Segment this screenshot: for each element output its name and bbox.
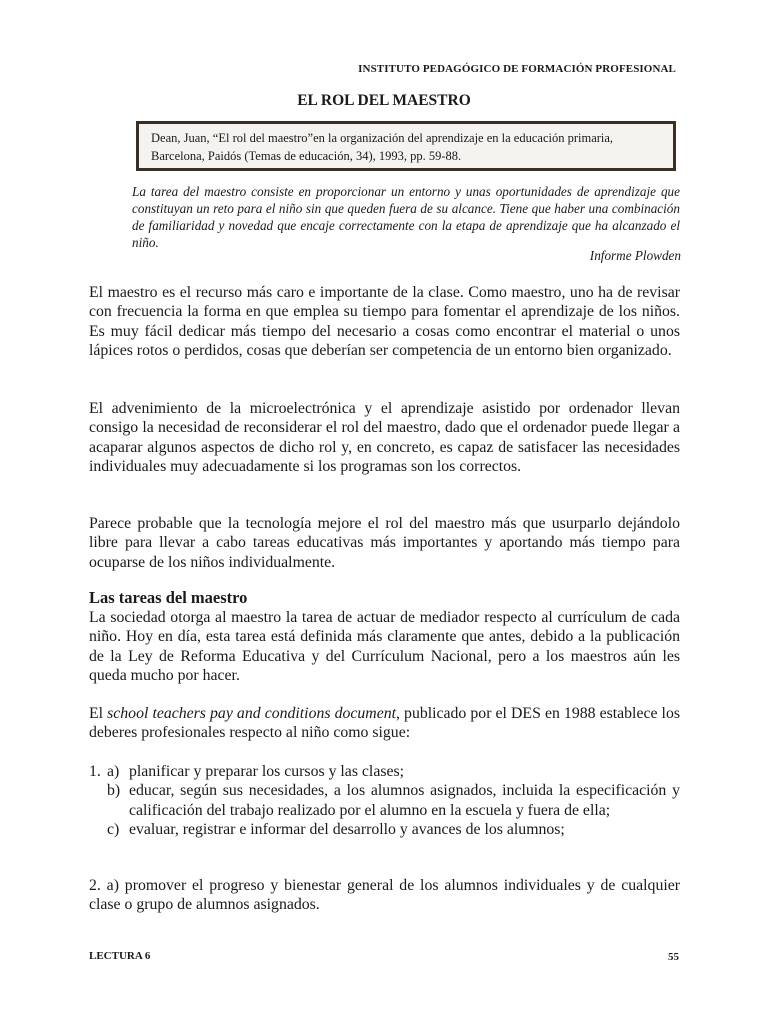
page-title: EL ROL DEL MAESTRO bbox=[297, 92, 471, 109]
section-paragraph: La sociedad otorga al maestro la tarea de actuar de mediador respecto al currículum de cada niño. Hoy en día, esta tarea está definida más claramente que antes, debido a la publicación de la Ley de Reforma Educativa y del Currículum Nacional, pero a los maestros aún les queda mucho por hacer. bbox=[89, 609, 680, 684]
list-item-text: planificar y preparar los cursos y las clases; bbox=[129, 763, 405, 780]
list-item-2: 2. a) promover el progreso y bienestar general de los alumnos individuales y de cualquier clase o grupo de alumnos asignados. bbox=[89, 877, 680, 914]
list-item-letter: b) bbox=[107, 782, 121, 800]
list-item-letter: c) bbox=[107, 820, 120, 838]
list-item-number: 1. bbox=[89, 763, 101, 780]
epigraph-author: Informe Plowden bbox=[589, 248, 681, 263]
list-item bbox=[89, 762, 680, 781]
citation-line-1: Dean, Juan, “El rol del maestro”en la organización del aprendizaje en la educación primaria, bbox=[151, 131, 614, 145]
citation-line-2: Barcelona, Paidós (Temas de educación, 34), 1993, pp. 59-88. bbox=[151, 149, 462, 163]
list-item bbox=[89, 820, 680, 839]
page-number: 55 bbox=[668, 951, 679, 963]
citation-box bbox=[136, 121, 676, 171]
institution-header: INSTITUTO PEDAGÓGICO DE FORMACIÓN PROFESIONAL bbox=[358, 63, 676, 75]
paragraph-1: El maestro es el recurso más caro e importante de la clase. Como maestro, uno ha de revisar con frecuencia la forma en que emplea su tiempo para fomentar el aprendizaje de los niños. Es muy fácil dedicar más tiempo del necesario a cosas como encontrar el material o unos lápices rotos o perdidos, cosas que deberían ser competencia de un entorno bien organizado. bbox=[89, 284, 680, 359]
section-heading: Las tareas del maestro bbox=[89, 588, 248, 607]
paragraph-2: El advenimiento de la microelectrónica y el aprendizaje asistido por ordenador llevan consigo la necesidad de reconsiderar el rol del maestro, dado que el ordenador puede llegar a acaparar algunos aspectos de dicho rol y, en concreto, es capaz de satisfacer las necesidades individuales muy adecuadamente si los programas son los correctos. bbox=[89, 400, 680, 475]
footer-lecture-label: LECTURA 6 bbox=[89, 950, 151, 962]
list-item-text: educar, según sus necesidades, a los alumnos asignados, incluida la especificación y calificación del trabajo realizado por el alumno en la escuela y fuera de ella; bbox=[129, 782, 680, 819]
list-item-text: evaluar, registrar e informar del desarrollo y avances de los alumnos; bbox=[129, 820, 565, 838]
paragraph-3: Parece probable que la tecnología mejore el rol del maestro más que usurparlo dejándolo libre para llevar a cabo tareas educativas más importantes y aportando más tiempo para ocuparse de los niños individualmente. bbox=[89, 515, 680, 571]
doc-rest: , publicado por el DES en 1988 establece los deberes profesionales respecto al niño como sigue: bbox=[89, 705, 680, 742]
list-item-letter: a) bbox=[107, 763, 120, 780]
document-reference-paragraph bbox=[89, 704, 680, 743]
doc-title: school teachers pay and conditions document bbox=[107, 705, 397, 722]
epigraph-quote: La tarea del maestro consiste en proporcionar un entorno y unas oportunidades de aprendizaje que constituyan un reto para el niño sin que queden fuera de su alcance. Tiene que haber una combinación de familiaridad y novedad que encaje correctamente con la etapa de aprendizaje que ha alcanzado el niño. bbox=[132, 184, 680, 250]
duties-list bbox=[89, 762, 680, 839]
doc-intro: El bbox=[89, 705, 104, 722]
list-item bbox=[89, 781, 680, 820]
